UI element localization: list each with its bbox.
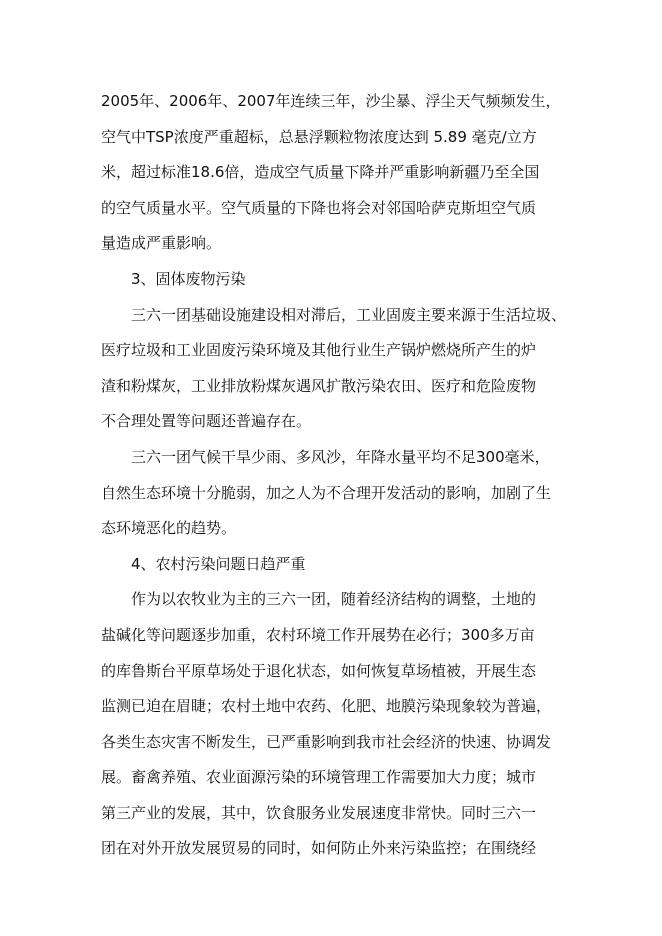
text-line: 医疗垃圾和工业固废污染环境及其他行业生产锅炉燃烧所产生的炉 <box>101 341 537 360</box>
text-line: 的库鲁斯台平原草场处于退化状态，如何恢复草场植被，开展生态 <box>101 661 537 680</box>
text-line: 2005年、2006年、2007年连续三年，沙尘暴、浮尘天气频频发生， <box>101 92 561 110</box>
text-line: 不合理处置等问题还普遍存在。 <box>101 412 312 431</box>
text-line: 量造成严重影响。 <box>101 234 222 253</box>
text-line: 各类生态灾害不断发生，已严重影响到我市社会经济的快速、协调发 <box>101 732 552 751</box>
text-line: 三六一团气候干旱少雨、多风沙，年降水量平均不足300毫米， <box>131 447 550 466</box>
text-line: 自然生态环境十分脆弱，加之人为不合理开发活动的影响，加剧了生 <box>101 483 552 502</box>
section-heading-rural-pollution: 4、农村污染问题日趋严重 <box>131 554 306 573</box>
text-line: 态环境恶化的趋势。 <box>101 519 237 538</box>
text-line: 团在对外开放发展贸易的同时，如何防止外来污染监控；在围绕经 <box>101 839 537 858</box>
text-line: 渣和粉煤灰，工业排放粉煤灰遇风扩散污染农田、医疗和危险废物 <box>101 376 537 395</box>
text-line: 空气中TSP浓度严重超标，总悬浮颗粒物浓度达到 5.89 毫克/立方 <box>101 127 537 146</box>
section-heading-solid-waste: 3、固体废物污染 <box>131 269 246 288</box>
text-line: 三六一团基础设施建设相对滞后，工业固废主要来源于生活垃圾、 <box>131 305 567 324</box>
text-line: 第三产业的发展，其中，饮食服务业发展速度非常快。同时三六一 <box>101 803 537 822</box>
text-line: 米，超过标准18.6倍，造成空气质量下降并严重影响新疆乃至全国 <box>101 163 540 182</box>
text-line: 作为以农牧业为主的三六一团，随着经济结构的调整，土地的 <box>131 590 537 609</box>
body-text <box>101 84 567 867</box>
text-line: 盐碱化等问题逐步加重，农村环境工作开展势在必行；300多万亩 <box>101 625 535 644</box>
text-line: 监测已迫在眉睫；农村土地中农药、化肥、地膜污染现象较为普遍， <box>101 697 552 716</box>
text-line: 的空气质量水平。空气质量的下降也将会对邻国哈萨克斯坦空气质 <box>101 198 537 217</box>
text-line: 展。畜禽养殖、农业面源污染的环境管理工作需要加大力度；城市 <box>101 768 537 787</box>
